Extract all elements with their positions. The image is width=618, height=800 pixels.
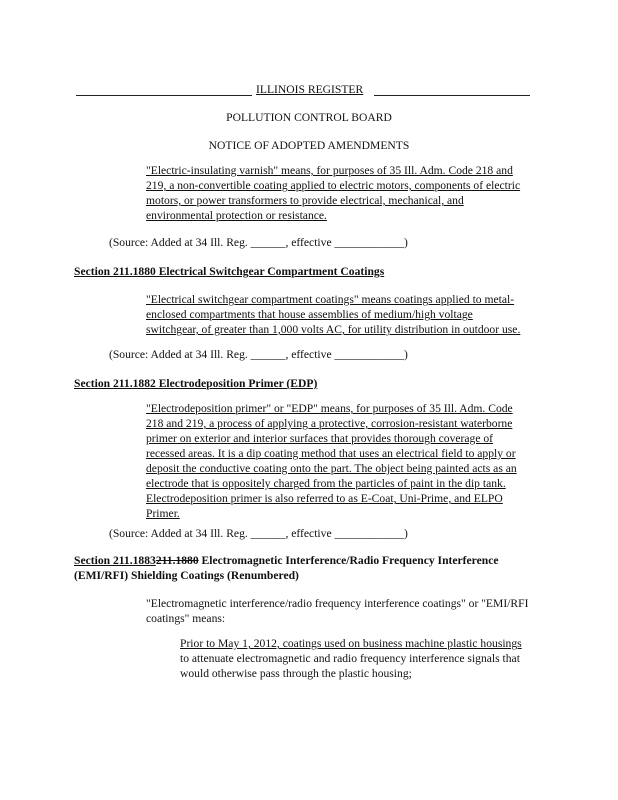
section-heading-emi-rfi: Section 211.1883211.1880 Electromagnetic Interference/Radio Frequency Interference [74, 554, 499, 567]
header-rule-right [374, 95, 530, 96]
source-note: (Source: Added at 34 Ill. Reg. ______, effective ____________) [109, 527, 408, 540]
definition-electrodeposition-primer: "Electrodeposition primer" or "EDP" means, for purposes of 35 Ill. Adm. Code 218 and 219, a process of applying a protective, corrosion-resistant waterborne primer on exterior and interior surfaces that provides thorough coverage of recessed areas. It is a dip coating method that uses an electrical field to apply or deposit the conductive coating onto the part. The object being painted acts as an electrode that is oppositely charged from the particles of paint in the dip tank. Electrodeposition primer is also referred to as E-Coat, Uni-Prime, and ELPO Primer. [146, 402, 517, 520]
register-title: ILLINOIS REGISTER [256, 83, 364, 96]
notice-title: NOTICE OF ADOPTED AMENDMENTS [208, 139, 410, 152]
definition-emi-rfi-subparagraph: Prior to May 1, 2012, coatings used on business machine plastic housings to attenuate electromagnetic and radio frequency interference signals that would otherwise pass through the plastic housing; [180, 637, 522, 680]
definition-electric-insulating-varnish: "Electric-insulating varnish" means, for purposes of 35 Ill. Adm. Code 218 and 219, a non-convertible coating applied to electric motors, components of electric motors, or power transformers to provide electrical, mechanical, and environmental protection or resistance. [146, 164, 521, 222]
definition-switchgear-coatings: "Electrical switchgear compartment coatings" means coatings applied to metal- enclosed compartments that house assemblies of medium/high voltage switchgear, of greater than 1,000 volts AC, for utility distribution in outdoor use. [146, 293, 521, 336]
source-note: (Source: Added at 34 Ill. Reg. ______, effective ____________) [109, 236, 408, 249]
definition-emi-rfi-coatings: "Electromagnetic interference/radio frequency interference coatings" or "EMI/RFI coatings" means: [146, 597, 529, 625]
section-heading: Section 211.1880 Electrical Switchgear Compartment Coatings [74, 265, 385, 278]
section-heading: Section 211.1882 Electrodeposition Primer (EDP) [74, 377, 318, 390]
section-heading-emi-rfi-line2: (EMI/RFI) Shielding Coatings (Renumbered) [74, 569, 299, 582]
header-rule-left [76, 95, 252, 96]
source-note: (Source: Added at 34 Ill. Reg. ______, effective ____________) [109, 348, 408, 361]
board-title: POLLUTION CONTROL BOARD [226, 111, 392, 124]
